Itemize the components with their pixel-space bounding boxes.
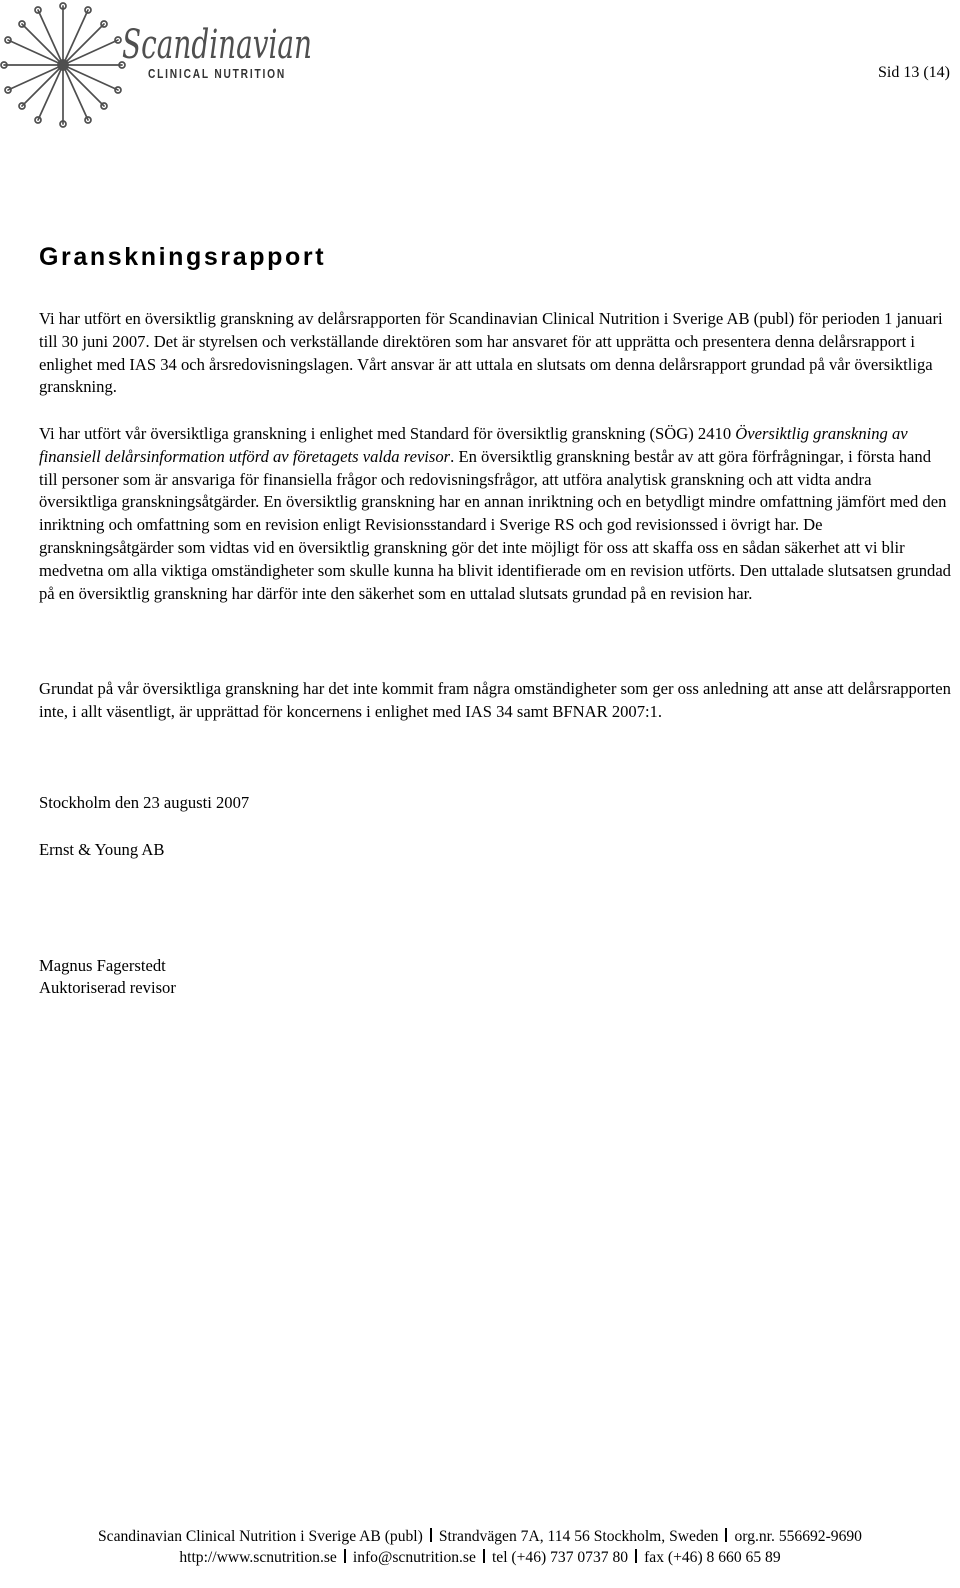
paragraph-conclusion: Grundat på vår översiktliga granskning har det inte kommit fram några omständigheter som ger oss anledning att anse att delårsrapporten inte, i allt väsentligt, är upprättad för koncernens i enlighet med IAS 34 samt BFNAR 2007:1. [39,679,951,721]
signatory-role: Auktoriserad revisor [39,978,176,997]
footer-email-link[interactable]: info@scnutrition.se [352,1549,476,1566]
footer-line-2 [0,1547,960,1568]
place-date: Stockholm den 23 augusti 2007 [39,793,250,812]
standard-title: Översiktlig granskning av finansiell delårsinformation utförd av företagets valda revisor [39,424,908,466]
footer-phone: tel (+46) 737 0737 80 [491,1549,629,1566]
footer-separator [635,1549,637,1563]
audit-firm: Ernst & Young AB [39,840,165,859]
footer-company: Scandinavian Clinical Nutrition i Sverige AB (publ) [98,1528,423,1545]
paragraph-scope: Vi har utfört en översiktlig granskning av delårsrapporten för Scandinavian Clinical Nutrition i Sverige AB (publ) för perioden 1 januari till 30 juni 2007. Det är styrelsen och verkställande direktören som har ansvaret för att upprätta och presentera denna delårsrapport i enlighet med IAS 34 och årsredovisningslagen. Vårt ansvar är att uttala en slutsats om denna delårsrapport grundad på vår översiktliga granskning. [39,309,943,397]
paragraph-standard [39,423,951,605]
signatory [39,955,176,999]
page-footer [0,1526,960,1568]
footer-address: Strandvägen 7A, 114 56 Stockholm, Sweden [438,1528,719,1545]
footer-separator [725,1528,727,1542]
signatory-name: Magnus Fagerstedt [39,956,166,975]
footer-fax: fax (+46) 8 660 65 89 [644,1549,781,1566]
footer-separator [430,1528,432,1542]
footer-separator [344,1549,346,1563]
company-logo [0,0,320,130]
logo-script-text: Scandinavian [122,22,312,68]
logo-subtitle-text: CLINICAL NUTRITION [148,67,286,81]
star-burst-icon [1,3,125,127]
footer-line-1 [0,1526,960,1547]
paragraph-standard-start: Vi har utfört vår översiktliga granskning i enlighet med Standard för översiktlig granskning (SÖG) 2410 [39,424,736,443]
page-title: Granskningsrapport [39,243,327,271]
footer-separator [483,1549,485,1563]
paragraph-standard-end: . En översiktlig granskning består av att göra förfrågningar, i första hand till personer som är ansvariga för finansiella frågor och redovisningsfrågor, att utföra analytisk granskning och att vidta andra översiktliga granskningsåtgärder. En översiktlig granskning har en annan inriktning och en betydligt mindre omfattning jämfört med den inriktning och omfattning som en revision enligt Revisionsstandard i Sverige RS och god revisionssed i övrigt har. De granskningsåtgärder som vidtas vid en översiktlig granskning gör det inte möjligt för oss att skaffa oss en sådan säkerhet att vi blir medvetna om alla viktiga omständigheter som skulle kunna ha blivit identifierade om en revision utförts. Den uttalade slutsatsen grundad på en översiktlig granskning har därför inte den säkerhet som en uttalad slutsats grundad på en revision har. [39,446,951,603]
footer-website-link[interactable]: http://www.scnutrition.se [179,1549,337,1566]
page-number: Sid 13 (14) [878,64,950,81]
footer-org-nr: org.nr. 556692-9690 [734,1528,862,1545]
